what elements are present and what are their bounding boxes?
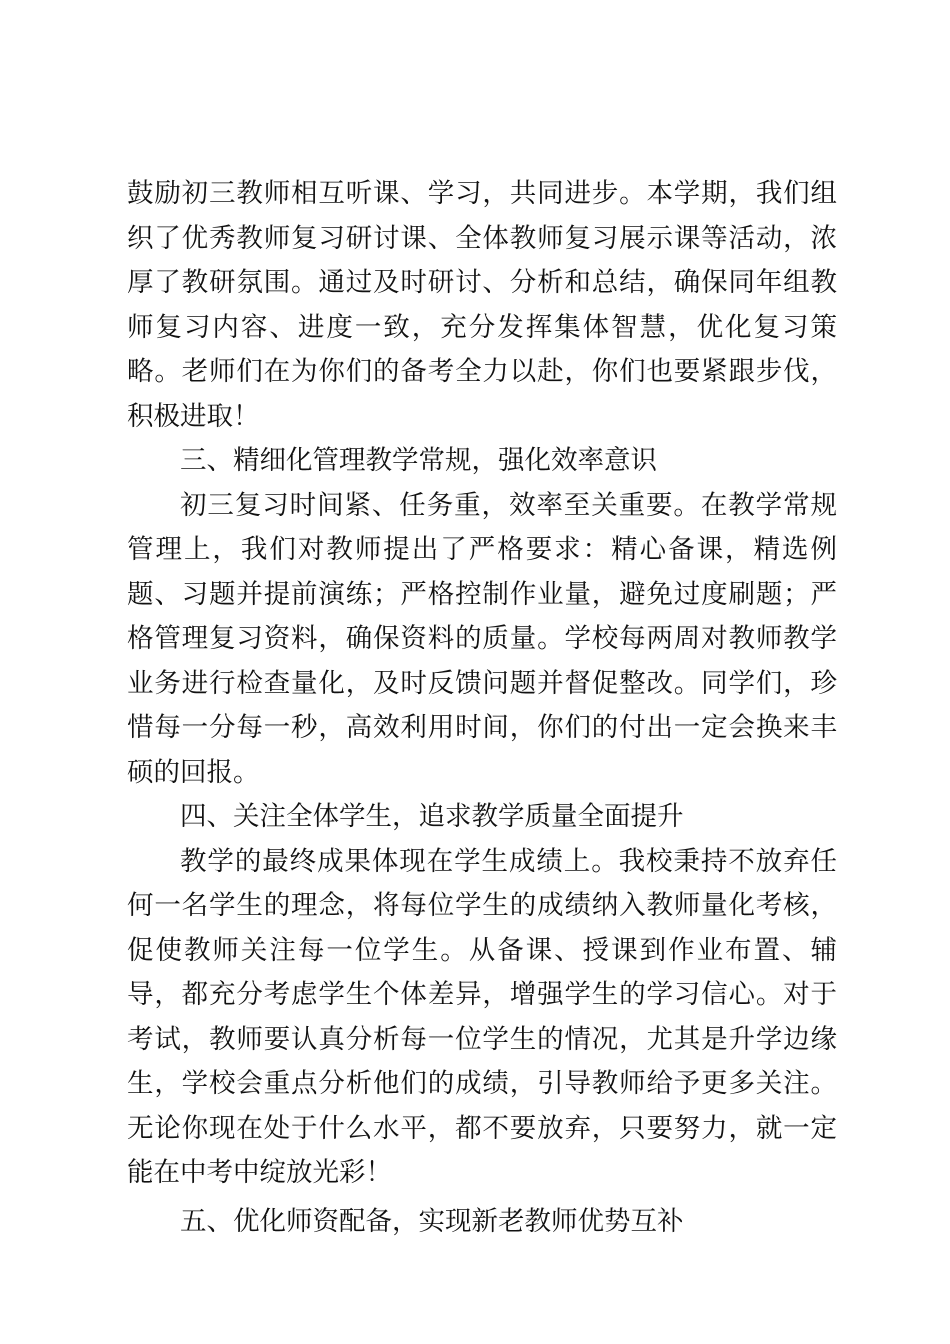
section-heading-4: 四、关注全体学生，追求教学质量全面提升 [180, 801, 684, 832]
section-heading-5: 五、优化师资配备，实现新老教师优势互补 [180, 1205, 684, 1237]
paragraph-section-4: 教学的最终成果体现在学生成绩上。我校秉持不放弃任何一名学生的理念，将每位学生的成绩纳入教师量化考核，促使教师关注每一位学生。从备课、授课到作业布置、辅导，都充分考虑学生个体差异，增强学生的学习信心。对于考试，教师要认真分析每一位学生的情况，尤其是升学边缘生，学校会重点分析他们的成绩，引导教师给予更多关注。无论你现在处于什么水平，都不要放弃，只要努力，就一定能在中考中绽放光彩！ [127, 845, 837, 1188]
paragraph-continued: 鼓励初三教师相互听课、学习，共同进步。本学期，我们组织了优秀教师复习研讨课、全体教师复习展示课等活动，浓厚了教研氛围。通过及时研讨、分析和总结，确保同年组教师复习内容、进度一致，充分发挥集体智慧，优化复习策略。老师们在为你们的备考全力以赴，你们也要紧跟步伐，积极进取！ [127, 178, 837, 432]
section-heading-3: 三、精细化管理教学常规，强化效率意识 [180, 445, 657, 476]
paragraph-section-3: 初三复习时间紧、任务重，效率至关重要。在教学常规管理上，我们对教师提出了严格要求：精心备课，精选例题、习题并提前演练；严格控制作业量，避免过度刷题；严格管理复习资料，确保资料的质量。学校每两周对教师教学业务进行检查量化，及时反馈问题并督促整改。同学们，珍惜每一分每一秒，高效利用时间，你们的付出一定会换来丰硕的回报。 [127, 489, 837, 788]
document-body [127, 172, 837, 1244]
